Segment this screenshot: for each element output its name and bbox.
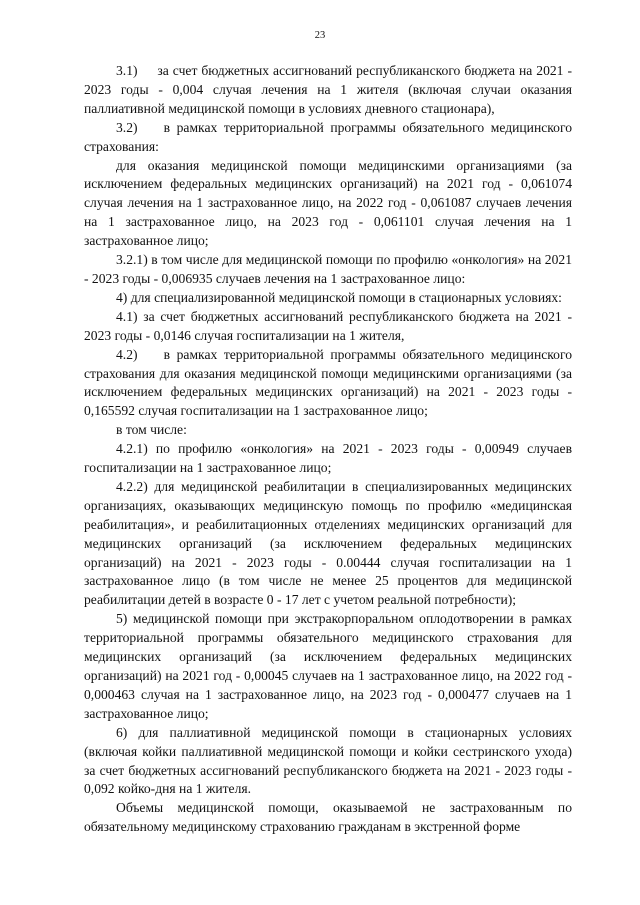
paragraph-4-2-2: 4.2.2) для медицинской реабилитации в специализированных медицинских организациях, оказывающих медицинскую помощь по профилю «медицинская реабилитация», и реабилитационных отделениях медицинских организаций для медицинских организаций (за исключением федеральных медицинских организаций) на 2021 - 2023 годы - 0.00444 случая госпитализации на 1 застрахованное лицо (в том числе не менее 25 процентов для медицинской реабилитации детей в возрасте 0 - 17 лет с учетом реальной потребности);	[84, 478, 572, 608]
paragraph-5: 5) медицинской помощи при экстракорпоральном оплодотворении в рамках территориальной программы обязательного медицинского страхования для медицинских организаций (за исключением федеральных медицинских организаций) на 2021 год - 0,00045 случаев на 1 застрахованное лицо, на 2022 год - 0,000463 случая на 1 застрахованное лицо, на 2023 год - 0,000477 случаев на 1 застрахованное лицо;	[84, 611, 572, 721]
paragraph-4-2-1: 4.2.1) по профилю «онкология» на 2021 - 2023 годы - 0,00949 случаев госпитализации на 1 застрахованное лицо;	[84, 441, 572, 476]
page-number: 23	[314, 30, 326, 41]
paragraph-3-2-organizations: для оказания медицинской помощи медицинскими организациями (за исключением федеральных медицинских организаций) на 2021 год - 0,061074 случая лечения на 1 застрахованное лицо, на 2022 год - 0,061087 случаев лечения на 1 застрахованное лицо, на 2023 год - 0,061101 случая лечения на 1 застрахованное лицо;	[84, 157, 572, 249]
paragraph-6: 6) для паллиативной медицинской помощи в стационарных условиях (включая койки паллиативной медицинской помощи и койки сестринского ухода) за счет бюджетных ассигнований республиканского бюджета на 2021 - 2023 годы - 0,092 койко-дня на 1 жителя.	[84, 724, 572, 797]
document-body	[84, 62, 572, 837]
paragraph-3-2-1: 3.2.1) в том числе для медицинской помощи по профилю «онкология» на 2021 - 2023 годы - 0,006935 случаев лечения на 1 застрахованное лицо:	[84, 252, 572, 286]
paragraph-3-1: 3.1) за счет бюджетных ассигнований республиканского бюджета на 2021 - 2023 годы - 0,004 случая лечения на 1 жителя (включая случаи оказания паллиативной медицинской помощи в условиях дневного стационара),	[84, 63, 572, 116]
paragraph-4: 4) для специализированной медицинской помощи в стационарных условиях:	[116, 289, 562, 305]
paragraph-3-2: 3.2) в рамках территориальной программы обязательного медицинского страхования:	[84, 119, 572, 154]
paragraph-4-2: 4.2) в рамках территориальной программы обязательного медицинского страхования для оказания медицинской помощи медицинскими организациями (за исключением федеральных медицинских организаций) на 2021 - 2023 годы - 0,165592 случая госпитализации на 1 застрахованное лицо;	[84, 346, 572, 419]
paragraph-including: в том числе:	[116, 422, 187, 438]
paragraph-4-1: 4.1) за счет бюджетных ассигнований республиканского бюджета на 2021 - 2023 годы - 0,0146 случая госпитализации на 1 жителя,	[84, 308, 572, 343]
paragraph-volumes: Объемы медицинской помощи, оказываемой не застрахованным по обязательному медицинскому страхованию гражданам в экстренной форме	[84, 800, 572, 835]
